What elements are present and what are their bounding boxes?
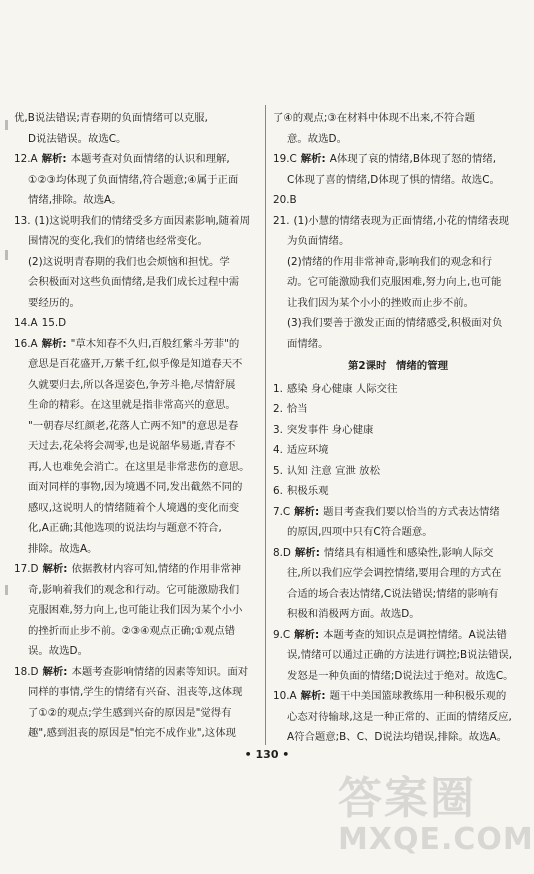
answer-number: 12.A: [14, 153, 38, 165]
answer-number: 7.C: [273, 505, 291, 518]
answer-text: 优,B说法错误;青春期的负面情绪可以克服,: [14, 112, 208, 124]
answer-line: 天过去,花朵将会凋零,也是说韶华易逝,青春不: [28, 440, 236, 452]
column-divider: [265, 105, 266, 745]
answer-line: 动。它可能激励我们克服困难,努力向上,也可能: [287, 276, 502, 288]
answer-line: [273, 502, 523, 523]
answer-line: [273, 149, 523, 170]
answer-entry: [273, 625, 523, 687]
answer-number: 18.D: [14, 665, 39, 678]
answer-number: 17.D: [14, 563, 39, 575]
answer-line: [273, 399, 523, 420]
watermark-logo: [338, 773, 534, 871]
answer-entry: [273, 190, 523, 211]
answer-number: 4.: [273, 444, 283, 456]
answer-text: 感染 身心健康 人际交往: [286, 382, 398, 395]
answer-line: 会积极面对这些负面情绪,是我们成长过程中需: [28, 276, 240, 288]
answer-text: A体现了哀的情绪,B体现了怒的情绪,: [329, 153, 497, 165]
answer-text: (1)小慧的情绪表现为正面情绪,小花的情绪表现: [293, 214, 509, 227]
answer-entry: [14, 149, 256, 211]
page-number: • 130 •: [244, 748, 290, 761]
answer-line: 趣",感到沮丧的原因是"怕完不成作业",这体现: [28, 727, 236, 739]
answer-line: A符合题意;B、C、D说法均错误,排除。故选A。: [287, 731, 508, 743]
answer-line: [14, 559, 256, 580]
answer-line: [14, 108, 256, 129]
answer-entry: [14, 108, 256, 149]
answer-line: 让我们因为某个小小的挫败而止步不前。: [287, 296, 475, 309]
answer-number: 6.: [273, 485, 283, 497]
binding-mark: [5, 585, 8, 595]
answer-line: 克服困难,努力向上,也可能让我们因为某个小小: [28, 604, 243, 616]
answer-number: 5.: [273, 464, 283, 477]
right-answers-part1: [273, 108, 523, 354]
answer-entry: [273, 149, 523, 190]
answer-text: 题目考查我们要以恰当的方式表达情绪: [323, 505, 500, 518]
answer-entry: [273, 420, 523, 441]
answer-line: 的挫折而止步不前。②③④观点正确;①观点错: [28, 624, 236, 637]
answer-line: 排除。故选A。: [28, 542, 98, 555]
answer-number: 20.B: [273, 194, 297, 206]
answer-text: 情绪具有相通性和感染性,影响人际交: [323, 546, 494, 559]
answer-entry: [273, 211, 523, 355]
answer-line: 奇,影响着我们的观念和行动。它可能激励我们: [28, 583, 240, 596]
answer-number: 8.D: [273, 546, 291, 559]
answer-line: 误,情绪可以通过正确的方法进行调控;B说法错误,: [287, 649, 513, 661]
answer-number: 16.A: [14, 337, 38, 350]
answer-line: 面对同样的事物,因为境遇不同,发出截然不同的: [28, 481, 243, 493]
answer-line: 的原因,四项中只有C符合题意。: [287, 526, 433, 538]
answer-line: [273, 686, 523, 707]
answer-entry: [14, 559, 256, 662]
answer-entry: [14, 662, 256, 744]
answer-entry: [273, 543, 523, 625]
analysis-tag: 解析:: [42, 665, 68, 678]
answer-line: D说法错误。故选C。: [28, 132, 127, 145]
answer-line: [273, 440, 523, 461]
answer-number: 1.: [273, 382, 283, 395]
answer-entry: [14, 334, 256, 560]
analysis-tag: 解析:: [300, 690, 326, 702]
answer-line: 化,A正确;其他选项的说法均与题意不符合,: [28, 522, 222, 534]
answer-line: 意。故选D。: [287, 132, 347, 145]
answer-line: [14, 334, 256, 355]
answer-line: 合适的场合表达情绪,C说法错误;情绪的影响有: [287, 587, 499, 600]
answer-line: 久就要归去,所以各逞姿色,争芳斗艳,尽情舒展: [28, 378, 236, 391]
answer-line: [273, 379, 523, 400]
analysis-tag: 解析:: [41, 153, 67, 165]
answer-line: 感叹,这说明人的情绪随着个人境遇的变化而变: [28, 501, 240, 514]
answer-line: [273, 211, 523, 232]
answer-number: 14.A: [14, 317, 38, 329]
answer-number: 3.: [273, 423, 283, 436]
answer-line: 往,所以我们应学会调控情绪,要用合理的方式在: [287, 567, 502, 579]
answer-line: (3)我们要善于激发正面的情绪感受,积极面对负: [287, 317, 503, 329]
answer-line: [14, 211, 256, 232]
answer-line: [14, 313, 256, 334]
answer-text: 题干中美国篮球教练用一种积极乐观的: [329, 690, 507, 702]
answer-number: 13.: [14, 214, 31, 227]
answer-line: 同样的事情,学生的情绪有兴奋、沮丧等,这体现: [28, 686, 243, 698]
binding-mark: [5, 120, 8, 130]
answer-line: [273, 190, 523, 211]
answer-line: 发怒是一种负面的情绪;D说法过于绝对。故选C。: [287, 669, 514, 682]
answer-line: 为负面情绪。: [287, 235, 350, 247]
answer-text: "草木知春不久归,百般红紫斗芳菲"的: [70, 337, 240, 350]
answer-line: [273, 625, 523, 646]
watermark-text-bottom: MXQE.COM: [338, 822, 534, 857]
answer-entry: [273, 379, 523, 400]
answer-entry: [14, 211, 256, 314]
answer-number: 10.A: [273, 690, 297, 702]
answer-line: [273, 108, 523, 129]
answer-line: 再,人也难免会消亡。在这里是非常悲伤的意思。: [28, 460, 250, 473]
answer-text: 认知 注意 宣泄 放松: [286, 464, 380, 477]
answer-line: [273, 461, 523, 482]
answer-text: 适应环境: [286, 444, 329, 456]
answer-number: 2.: [273, 403, 283, 415]
answer-line: "一朝春尽红颜老,花落人亡两不知"的意思是春: [28, 419, 239, 432]
answer-entry: [273, 481, 523, 502]
answer-line: 心态对待输球,这是一种正常的、正面的情绪反应,: [287, 710, 512, 723]
answer-text: 恰当: [286, 403, 308, 415]
section-topic: 情绪的管理: [396, 360, 448, 372]
analysis-tag: 解析:: [42, 563, 68, 575]
answer-entry: [273, 502, 523, 543]
binding-mark: [5, 250, 8, 260]
answer-entry: [273, 686, 523, 748]
right-column: [273, 108, 523, 748]
analysis-tag: 解析:: [41, 337, 67, 350]
answer-line: 生命的精彩。在这里就是指非常高兴的意思。: [28, 399, 236, 411]
answer-line: 误。故选D。: [28, 645, 88, 657]
answer-entry: [273, 461, 523, 482]
answer-number: 21.: [273, 214, 290, 227]
answer-text: 依据教材内容可知,情绪的作用非常神: [71, 563, 242, 575]
answer-line: ①②③均体现了负面情绪,符合题意;④属于正面: [28, 173, 239, 186]
answer-text: 15.D: [41, 317, 67, 329]
right-answers-part2: [273, 379, 523, 748]
answer-line: 面情绪。: [287, 337, 329, 350]
watermark-text-top: 答案圈: [338, 773, 476, 824]
answer-line: (2)这说明青春期的我们也会烦恼和担忧。学: [28, 255, 230, 268]
answer-text: 了④的观点;③在材料中体现不出来,不符合题: [273, 112, 476, 124]
analysis-tag: 解析:: [294, 546, 320, 559]
left-column: [14, 108, 256, 744]
analysis-tag: 解析:: [294, 505, 320, 518]
answer-entry: [273, 108, 523, 149]
answer-number: 9.C: [273, 628, 291, 641]
analysis-tag: 解析:: [294, 628, 320, 641]
answer-entry: [273, 399, 523, 420]
section-lesson: 第2课时: [348, 360, 387, 372]
answer-line: [14, 662, 256, 683]
answer-entry: [14, 313, 256, 334]
answer-line: C体现了喜的情绪,D体现了惧的情绪。故选C。: [287, 173, 500, 186]
answer-text: 本题考查对负面情绪的认识和理解,: [70, 153, 230, 165]
answer-number: 19.C: [273, 153, 297, 165]
answer-entry: [273, 440, 523, 461]
answer-line: [273, 420, 523, 441]
answer-line: 情绪,排除。故选A。: [28, 194, 122, 206]
answer-line: (2)情绪的作用非常神奇,影响我们的观念和行: [287, 255, 493, 268]
answer-line: [14, 149, 256, 170]
answer-text: (1)这说明我们的情绪受多方面因素影响,随着周: [34, 214, 250, 227]
section-title: [273, 356, 523, 377]
answer-line: [273, 481, 523, 502]
answer-line: 积极和消极两方面。故选D。: [287, 608, 420, 620]
answer-text: 本题考查的知识点是调控情绪。A说法错: [323, 628, 507, 641]
answer-line: [273, 543, 523, 564]
answer-text: 本题考查影响情绪的因素等知识。面对: [71, 665, 249, 678]
answer-line: 要经历的。: [28, 296, 80, 309]
answer-line: 意思是百花盛开,万紫千红,似乎像是知道春天不: [28, 358, 243, 370]
answer-line: 了①②的观点;学生感到兴奋的原因是"觉得有: [28, 706, 232, 719]
answer-text: 突发事件 身心健康: [286, 423, 374, 436]
answer-line: 围情况的变化,我们的情绪也经常变化。: [28, 235, 208, 247]
analysis-tag: 解析:: [300, 153, 326, 165]
answer-text: 积极乐观: [286, 485, 329, 497]
